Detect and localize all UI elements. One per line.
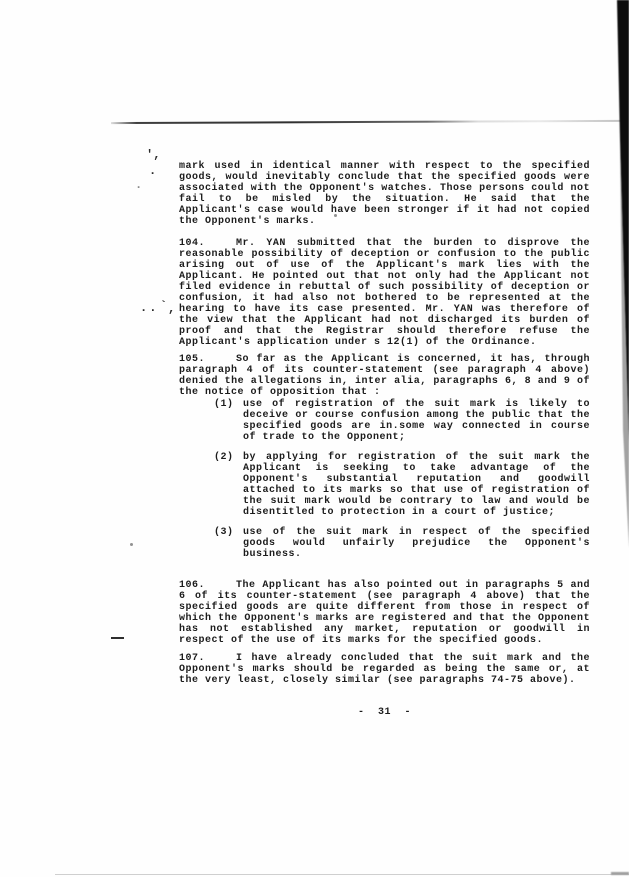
list-item-1-text: use of registration of the suit mark is likely to deceive or course confusion among the public that the specified goods are in.some way connected in course of trade to the Opponent; <box>243 399 590 443</box>
margin-mark-apostrophe-comma: ', <box>146 148 161 162</box>
paragraph-104-number: 104. <box>179 238 206 249</box>
scan-bottom-edge-line <box>55 874 629 875</box>
list-item-3 <box>214 527 590 560</box>
scan-top-rule-line <box>111 120 621 124</box>
paragraph-107-text: I have already concluded that the suit mark and the Opponent's marks should be regarded as being the same or, at the very least, closely similar (see paragraphs 74-75 above). <box>179 653 590 686</box>
list-item-2-number: (2) <box>214 452 234 463</box>
paragraph-105-text: So far as the Applicant is concerned, it has, through paragraph 4 of its counter-statement (see paragraph 4 above) denied the allegations in, inter alia, paragraphs 6, 8 and 9 of the notice of opposition that : <box>179 354 590 398</box>
paragraph-106 <box>179 580 590 646</box>
paragraph-104 <box>179 238 590 348</box>
list-item-3-number: (3) <box>214 527 234 538</box>
paragraph-continuation-text: mark used in identical manner with respect to the specified goods, would inevitably conclude that the specified goods were associated with the Opponent's watches. Those persons could not fail to be misled by the situation. He said that the Applicant's case would have been stronger if it had not copied the Opponent's marks. <box>179 161 590 227</box>
margin-mark-small-dot: . <box>135 178 143 192</box>
paragraph-continuation <box>179 161 590 227</box>
list-item-3-text: use of the suit mark in respect of the specified goods would unfairly prejudice the Opponent's business. <box>243 527 590 560</box>
paragraph-105 <box>179 354 590 398</box>
paragraph-106-number: 106. <box>179 580 206 591</box>
paragraph-107 <box>179 653 590 686</box>
margin-mark-dot: . <box>149 164 157 178</box>
paragraph-104-text: Mr. YAN submitted that the burden to disprove the reasonable possibility of deception or confusion to the public arising out of use of the Applicant's mark lies with the Applicant. He pointed out that not only had the Applicant not filed evidence in rebuttal of such possibility of deception or confusion, it had also not bothered to be represented at the hearing to have its case presented. Mr. YAN was therefore of the view that the Applicant had not discharged its burden of proof and that the Registrar should therefore refuse the Applicant's application under s 12(1) of the Ordinance. <box>179 238 590 348</box>
margin-pen-comma: , <box>168 302 176 316</box>
list-item-1 <box>214 399 590 443</box>
margin-pen-tick: ` <box>160 299 168 313</box>
paragraph-106-text: The Applicant has also pointed out in paragraphs 5 and 6 of its counter-statement (see paragraph 4 above) that the specified goods are quite different from those in respect of which the Opponent's marks are registered and that the Opponent has not established any market, reputation or goodwill in respect of the use of its marks for the specified goods. <box>179 580 590 646</box>
list-item-2 <box>214 452 590 518</box>
margin-pen-dots: .. <box>140 301 159 315</box>
paragraph-107-number: 107. <box>179 653 206 664</box>
list-item-2-text: by applying for registration of the suit mark the Applicant is seeking to take advantage of the Opponent's substantial reputation and goodwill attached to its marks so that use of registration of the suit mark would be contrary to law and would be disentitled to protection in a court of justice; <box>243 452 590 518</box>
paragraph-105-number: 105. <box>179 354 206 365</box>
page-number: - 31 - <box>357 707 411 718</box>
margin-dash-mark <box>111 637 124 639</box>
scan-right-edge-shadow <box>613 0 629 560</box>
list-item-1-number: (1) <box>214 399 234 410</box>
scan-bottom-corner-mark <box>611 872 629 875</box>
stray-ink-dot-small <box>130 543 133 546</box>
